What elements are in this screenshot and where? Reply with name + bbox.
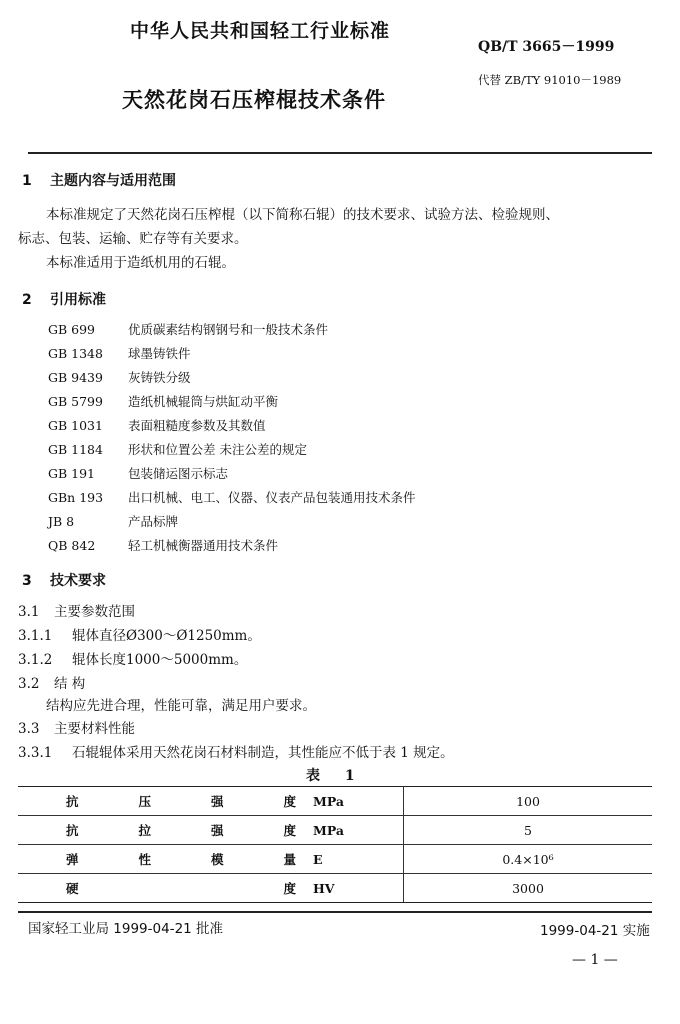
clause-text: 辊体长度1000～5000mm。 <box>72 652 248 668</box>
section-number: 1 <box>22 173 32 189</box>
clause-3-1 <box>18 600 135 620</box>
clause-3-2 <box>18 672 85 692</box>
effective-date-line: 1999-04-21 实施 <box>540 923 650 939</box>
property-name: 弹 性 模 量 <box>18 845 303 874</box>
document-title: 天然花岗石压榨棍技术条件 <box>122 88 386 112</box>
reference-title: 优质碳素结构钢钢号和一般技术条件 <box>128 322 329 337</box>
clause-text: 石辊辊体采用天然花岗石材料制造，其性能应不低于表 1 规定。 <box>72 745 454 761</box>
reference-title: 灰铸铁分级 <box>128 370 191 385</box>
reference-code: GB 1184 <box>48 442 103 457</box>
reference-code: GB 9439 <box>48 370 103 385</box>
section-title: 技术要求 <box>50 573 106 589</box>
clause-title: 结 构 <box>54 676 86 692</box>
table-row <box>18 816 652 845</box>
property-name: 硬 度 <box>18 874 303 903</box>
section-number: 2 <box>22 292 32 308</box>
reference-code: GB 1031 <box>48 418 103 433</box>
reference-title: 包装储运图示标志 <box>128 466 229 481</box>
reference-code: GBn 193 <box>48 490 104 505</box>
reference-item <box>48 440 307 458</box>
section-title: 主题内容与适用范围 <box>50 173 176 189</box>
reference-code: QB 842 <box>48 538 96 553</box>
section-1-paragraph-2: 本标准适用于造纸机用的石辊。 <box>46 255 235 271</box>
reference-title: 球墨铸铁件 <box>128 346 191 361</box>
section-number: 3 <box>22 573 32 589</box>
reference-title: 轻工机械衡器通用技术条件 <box>128 538 279 553</box>
reference-title: 形状和位置公差 未注公差的规定 <box>128 442 307 457</box>
table-row <box>18 787 652 816</box>
material-properties-table <box>18 786 652 903</box>
reference-item <box>48 344 191 362</box>
property-unit: E <box>303 845 404 874</box>
footer-divider <box>18 911 652 913</box>
reference-item <box>48 368 191 386</box>
reference-code: GB 699 <box>48 322 96 337</box>
clause-3-3-1 <box>18 741 454 761</box>
property-unit: HV <box>303 874 404 903</box>
clause-number: 3.3.1 <box>18 745 53 761</box>
page-number: — 1 — <box>572 952 618 968</box>
clause-number: 3.3 <box>18 721 40 737</box>
reference-code: GB 191 <box>48 466 96 481</box>
reference-code: GB 5799 <box>48 394 103 409</box>
reference-item <box>48 488 416 506</box>
section-2-heading <box>22 289 106 309</box>
section-title: 引用标准 <box>50 292 106 308</box>
property-value: 0.4×10⁶ <box>404 845 653 874</box>
section-3-heading <box>22 570 106 590</box>
clause-text: 辊体直径Ø300～Ø1250mm。 <box>72 628 261 644</box>
reference-code: JB 8 <box>48 514 75 529</box>
approval-line: 国家轻工业局 1999-04-21 批准 <box>28 921 224 937</box>
clause-number: 3.2 <box>18 676 40 692</box>
clause-number: 3.1.2 <box>18 652 53 668</box>
property-value: 100 <box>404 787 653 816</box>
property-value: 3000 <box>404 874 653 903</box>
section-1-paragraph-line-1: 本标准规定了天然花岗石压榨棍（以下简称石辊）的技术要求、试验方法、检验规则、 <box>46 207 559 223</box>
replaces-standard: 代替 ZB/TY 91010－1989 <box>478 73 622 87</box>
reference-code: GB 1348 <box>48 346 103 361</box>
clause-title: 主要材料性能 <box>54 721 135 737</box>
property-name: 抗 压 强 度 <box>18 787 303 816</box>
standard-code: QB/T 3665－1999 <box>478 39 615 55</box>
property-value: 5 <box>404 816 653 845</box>
reference-title: 造纸机械辊筒与烘缸动平衡 <box>128 394 279 409</box>
clause-3-2-text: 结构应先进合理，性能可靠，满足用户要求。 <box>46 698 316 714</box>
reference-item <box>48 536 278 554</box>
section-1-heading <box>22 170 176 190</box>
table-caption: 表 1 <box>306 768 365 784</box>
reference-item <box>48 392 278 410</box>
reference-item <box>48 320 328 338</box>
clause-3-1-2 <box>18 648 247 668</box>
clause-number: 3.1.1 <box>18 628 53 644</box>
reference-item <box>48 512 178 530</box>
standard-organization: 中华人民共和国轻工行业标准 <box>130 20 391 42</box>
clause-3-3 <box>18 717 135 737</box>
clause-title: 主要参数范围 <box>54 604 135 620</box>
property-name: 抗 拉 强 度 <box>18 816 303 845</box>
clause-number: 3.1 <box>18 604 40 620</box>
table-row <box>18 874 652 903</box>
section-1-paragraph-line-2: 标志、包装、运输、贮存等有关要求。 <box>18 231 248 247</box>
reference-title: 产品标牌 <box>128 514 179 529</box>
reference-title: 出口机械、电工、仪器、仪表产品包装通用技术条件 <box>128 490 416 505</box>
property-unit: MPa <box>303 816 404 845</box>
clause-3-1-1 <box>18 624 261 644</box>
table-row <box>18 845 652 874</box>
reference-item <box>48 464 228 482</box>
header-divider <box>28 152 652 154</box>
reference-title: 表面粗糙度参数及其数值 <box>128 418 266 433</box>
property-unit: MPa <box>303 787 404 816</box>
reference-item <box>48 416 266 434</box>
